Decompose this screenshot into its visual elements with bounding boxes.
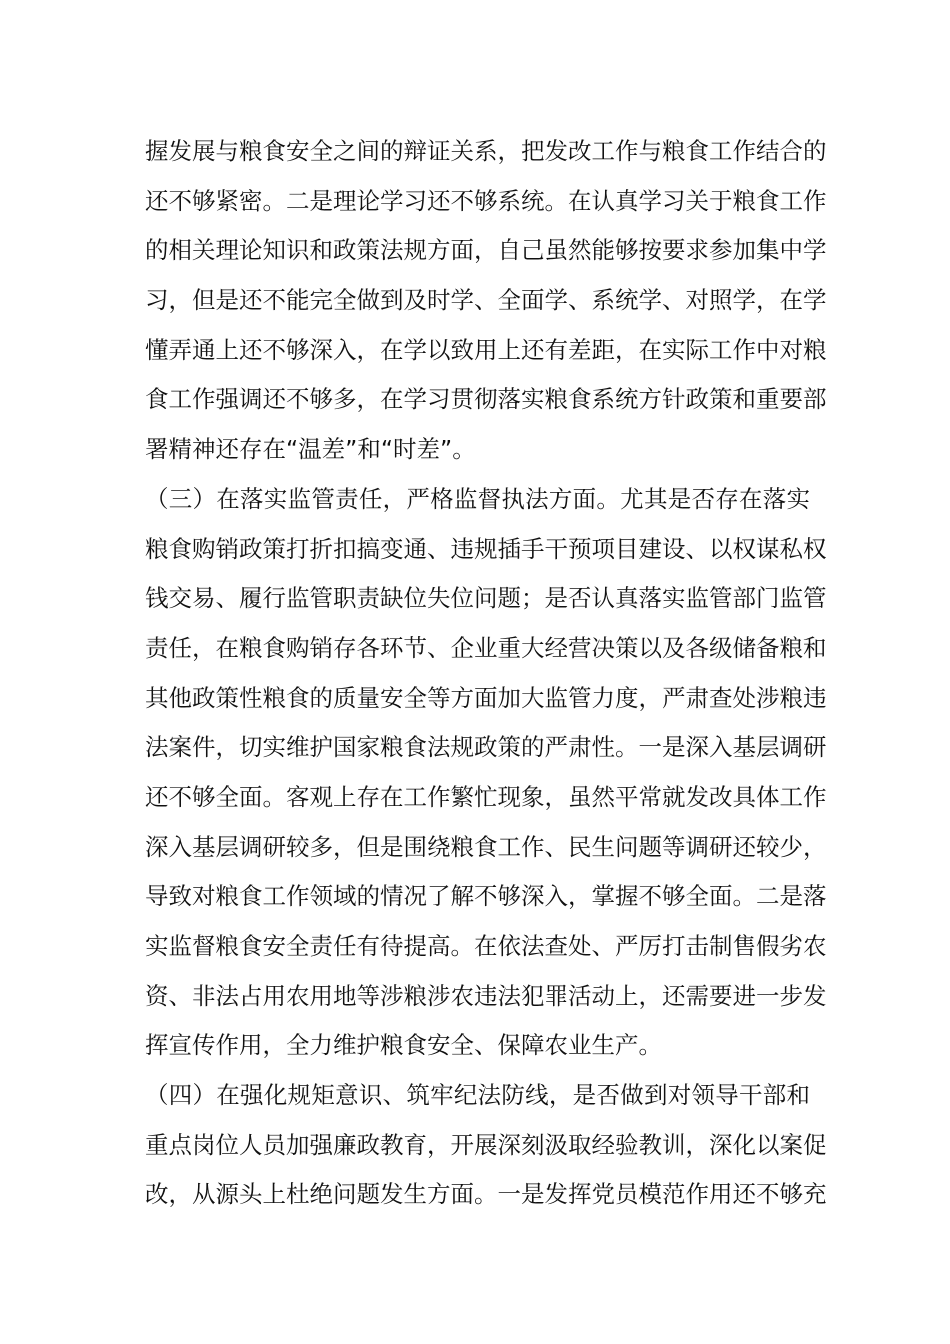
text-line: 钱交易、履行监管职责缺位失位问题；是否认真落实监管部门监管 <box>145 584 827 613</box>
text-line: 署精神还存在“温差”和“时差”。 <box>145 435 476 464</box>
paragraph-heading-3: （三）在落实监管责任，严格监督执法方面。尤其是否存在落实 <box>145 484 810 513</box>
text-line: 法案件，切实维护国家粮食法规政策的严肃性。一是深入基层调研 <box>145 733 827 762</box>
text-line: 实监督粮食安全责任有待提高。在依法查处、严厉打击制售假劣农 <box>145 932 827 960</box>
text-line: 其他政策性粮食的质量安全等方面加大监管力度，严肃查处涉粮违 <box>145 683 827 712</box>
text-line: 深入基层调研较多，但是围绕粮食工作、民生问题等调研还较少， <box>145 832 827 861</box>
text-line: 还不够紧密。二是理论学习还不够系统。在认真学习关于粮食工作 <box>145 186 827 215</box>
text-line: 食工作强调还不够多，在学习贯彻落实粮食系统方针政策和重要部 <box>145 385 827 414</box>
text-line: 资、非法占用农用地等涉粮涉农违法犯罪活动上，还需要进一步发 <box>145 981 827 1010</box>
text-line: 粮食购销政策打折扣搞变通、违规插手干预项目建设、以权谋私权 <box>145 534 827 563</box>
text-line: 导致对粮食工作领域的情况了解不够深入，掌握不够全面。二是落 <box>145 882 827 911</box>
text-line: 的相关理论知识和政策法规方面，自己虽然能够按要求参加集中学 <box>145 236 827 265</box>
text-line: 还不够全面。客观上存在工作繁忙现象，虽然平常就发改具体工作 <box>145 782 827 811</box>
text-line: 挥宣传作用，全力维护粮食安全、保障农业生产。 <box>145 1031 662 1060</box>
text-line: 习，但是还不能完全做到及时学、全面学、系统学、对照学，在学 <box>145 286 827 315</box>
text-line: 改，从源头上杜绝问题发生方面。一是发挥党员模范作用还不够充 <box>145 1180 827 1209</box>
text-line: 重点岗位人员加强廉政教育，开展深刻汲取经验教训，深化以案促 <box>145 1130 827 1159</box>
text-line: 懂弄通上还不够深入，在学以致用上还有差距，在实际工作中对粮 <box>145 335 827 364</box>
text-line: 握发展与粮食安全之间的辩证关系，把发改工作与粮食工作结合的 <box>145 137 827 165</box>
body-text <box>145 127 827 1220</box>
text-line: 责任，在粮食购销存各环节、企业重大经营决策以及各级储备粮和 <box>145 633 827 662</box>
paragraph-heading-4: （四）在强化规矩意识、筑牢纪法防线，是否做到对领导干部和 <box>145 1081 810 1110</box>
